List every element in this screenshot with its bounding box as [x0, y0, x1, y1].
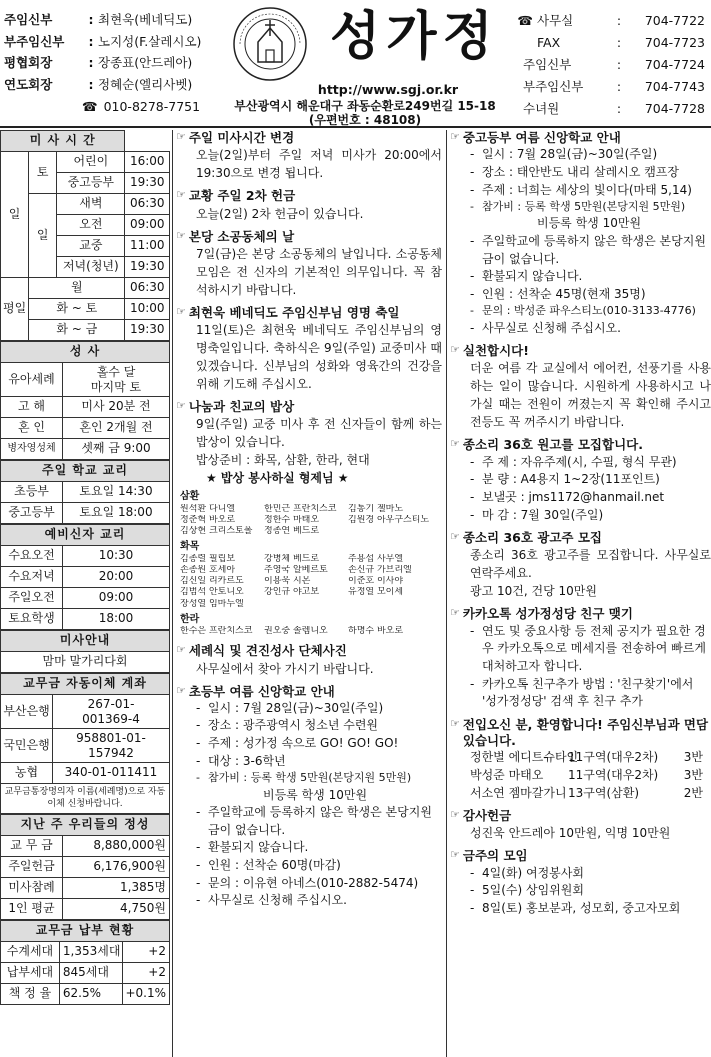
masthead-title: 성가정: [330, 6, 499, 67]
pointing-hand-icon: ☞: [176, 188, 186, 202]
volunteer-names: 한수은 프란치스코 권오중 솔렘니오 하명수 바오로: [180, 626, 404, 637]
contact-row: 주임신부 : 704-7724: [523, 56, 705, 72]
church-address: 부산광역시 해운대구 좌동순환로249번길 15-18 (우편번호 : 48108): [234, 99, 496, 127]
notice-kakaotalk: ☞ 카카오톡 성가정성당 친구 맺기 - 연도 및 중요사항 등 전체 공지가 필요한 경우 카카오톡으로 메세지를 전송하여 빠르게 대처하고자 합니다. - 카카오톡 친구추가 방법 : '친구찾기'에서 '성가정성당' 검색 후 친구 추가: [450, 606, 706, 709]
notice-mass-time-change: ☞ 주일 미사시간 변경 오늘(2일)부터 주일 저녁 미사가 20:00에서 19:30으로 변경 됩니다.: [176, 130, 442, 181]
sunday-school-table: 주일 학교 교리 초등부 토요일 14:30 중고등부 토요일 18:00: [0, 460, 170, 524]
church-seal-logo: [232, 6, 308, 82]
notice-manuscript: ☞ 종소리 36호 원고를 모집합니다. - 주 제 : 자유주제(시, 수필, 형식 무관) - 분 량 : A4용지 1~2장(11포인트) - 보낼곳 : jms1172@hanmail.net - 마 감 : 7월 30일(주일): [450, 437, 677, 522]
autopay-table: 교무금 자동이체 계좌 부산은행 267-01- 001369-4 국민은행 958801-01- 157942 농협 340-01-011411 교무금통장명의자 이름(세례명)으로 자동이체 신청바랍니다.: [0, 673, 170, 814]
staff-row: 평협회장 : 장종표(안드레아): [4, 55, 193, 71]
notice-group-photo: ☞ 세례식 및 견진성사 단체사진 사무실에서 찾아 가시기 바랍니다.: [176, 643, 374, 676]
staff-row: 연도회장 : 정혜순(엘리사벳): [4, 76, 193, 92]
pointing-hand-icon: ☞: [450, 716, 460, 730]
pointing-hand-icon: ☞: [176, 304, 186, 318]
middle-news-column: [172, 130, 442, 1057]
notice-community-day: ☞ 본당 소공동체의 날 7일(금)은 본당 소공동체의 날입니다. 소공동체 모임은 전 신자의 기본적인 의무입니다. 꼭 참석하시기 바랍니다.: [176, 228, 442, 297]
right-news-column: [446, 130, 711, 1057]
notice-feast-day: ☞ 최현욱 베네딕도 주임신부님 영명 축일 11일(토)은 최현욱 베네딕도 주임신부님의 영명축일입니다. 축하식은 9일(주일) 교중미사 때 있겠습니다. 신부님의 성화와 영육간의 건강을 위해 기도해 주십시오.: [176, 304, 442, 391]
contact-row: 부주임신부 : 704-7743: [523, 78, 705, 94]
telephone-icon: ☎: [517, 12, 533, 28]
notice-newcomers: ☞ 전입오신 분, 환영합니다! 주임신부님과 면담 있습니다. 정한별 에디트슈타인 11구역(대우2차) 3반 박성준 마태오 11구역(대우2차) 3반 서소연 젬마갈가니 13구역(삼환) 2반: [450, 717, 711, 802]
mass-schedule-table: 미 사 시 간 일 토 어린이 16:00 중고등부 19:30 일 새벽 06:30 오전 09:00 교중 11:00 저녁(청년) 19:30 평일 월 06:30 화 ~ 토 10:00 화 ~ 금 19:30: [0, 130, 170, 341]
catechumen-table: 예비신자 교리 수요오전 10:30 수요저녁 20:00 주일오전 09:00 토요학생 18:00: [0, 524, 170, 630]
notice-papal-collection: ☞ 교황 주일 2차 헌금 오늘(2일) 2차 헌금이 있습니다.: [176, 188, 364, 221]
pointing-hand-icon: ☞: [450, 437, 460, 451]
pointing-hand-icon: ☞: [450, 808, 460, 822]
contact-row: ☎ 사무실 : 704-7722: [517, 12, 705, 28]
pointing-hand-icon: ☞: [176, 130, 186, 143]
pointing-hand-icon: ☞: [176, 399, 186, 412]
pointing-hand-icon: ☞: [176, 228, 186, 242]
staff-row: 부주임신부 : 노지성(F.살레시오): [4, 33, 202, 49]
volunteer-names: 김종렬 필립보 강병체 베드로 주용섭 사무엘 손종원 호세아 주영국 알베르토 손신규 가브리엘 김신일 리카르도 이용욱 시몬 이준호 이사야 김범석 안토니오 강인규 야고보 유정열 모이세 장성열 임마누엘: [180, 553, 412, 609]
pointing-hand-icon: ☞: [450, 530, 460, 544]
notice-sharing-meal: ☞ 나눔과 친교의 밥상 9일(주일) 교중 미사 후 전 신자들이 함께 하는 밥상이 있습니다. 밥상준비 : 화목, 삼환, 한라, 현대 ★ 밥상 봉사하실 형제님 ★ 삼환 원석환 다니엘 한민근 프란치스코 김통기 젤마노 정준혁 바오로 정한수 마태오 김원경 아우구스티노 김상현 크리스토폴 정종연 베드로 화목 김종렬 필립보 강병체 베드로 주용섭 사무엘 손종원 호세아 주영국 알베르토 손신규 가브리엘 김신일 리카르도 이용욱 시몬 이준호 이사야 김범석 안토니오 강인규 야고보 유정열 모이세 장성열 임마누엘 한라 한수은 프란치스코 권오중 솔렘니오 하명수 바오로: [176, 399, 442, 637]
notice-advertisers: ☞ 종소리 36호 광고주 모집 종소리 36호 광고주를 모집합니다. 사무실로 연락주세요. 광고 10건, 건당 10만원: [450, 530, 711, 599]
staff-phone: ☎ 010-8278-7751: [82, 98, 201, 114]
dues-table: 교무금 납부 현황 수계세대 1,353세대 +2 납부세대 845세대 +2 책 정 율 62.5% +0.1%: [0, 920, 170, 1005]
offering-table: 지난 주 우리들의 정성 교 무 금 8,880,000원 주일헌금 6,176,900원 미사참례 1,385명 1인 평균 4,750원: [0, 814, 170, 920]
pointing-hand-icon: ☞: [176, 683, 186, 697]
notice-elementary-camp: ☞ 초등부 여름 신앙학교 안내 - 일시 : 7월 28일(금)~30일(주일) - 장소 : 광주광역시 청소년 수련원 - 주제 : 성가정 속으로 GO! GO! GO! - 대상 : 3-6학년 - 참가비 : 등록 학생 5만원(본당지원 5만원) 비등록 학생 10만원 - 주일학교에 등록하지 않은 학생은 본당지원금이 없습니다. - 환불되지 않습니다. - 인원 : 선착순 60명(마감) - 문의 : 이유현 아네스(010-2882-5474) - 사무실로 신청해 주십시오.: [176, 683, 432, 908]
pointing-hand-icon: ☞: [450, 606, 460, 620]
pointing-hand-icon: ☞: [450, 343, 460, 357]
staff-row: 주임신부 : 최현욱(베네딕도): [4, 12, 193, 28]
bulletin-header: [0, 0, 711, 128]
notice-weekly-meetings: ☞ 금주의 모임 - 4일(화) 여정봉사회 - 5일(수) 상임위원회 - 8일(토) 홍보분과, 성모회, 중고자모회: [450, 848, 681, 915]
left-info-column: [0, 130, 170, 1057]
notice-youth-camp: ☞ 중고등부 여름 신앙학교 안내 - 일시 : 7월 28일(금)~30일(주일) - 장소 : 태안반도 내리 살레시오 캠프장 - 주제 : 너희는 세상의 빛이다(마태 5,14) - 참가비 : 등록 학생 5만원(본당지원 5만원) 비등록 학생 10만원 - 주일학교에 등록하지 않은 학생은 본당지원금이 없습니다. - 환불되지 않습니다. - 인원 : 선착순 45명(현재 35명) - 문의 : 박성준 파우스티노(010-3133-4776) - 사무실로 신청해 주십시오.: [450, 130, 706, 335]
pointing-hand-icon: ☞: [450, 130, 460, 143]
newcomer-list: 정한별 에디트슈타인 11구역(대우2차) 3반 박성준 마태오 11구역(대우2차) 3반 서소연 젬마갈가니 13구역(삼환) 2반: [470, 750, 703, 800]
notice-thanks-offering: ☞ 감사헌금 성진욱 안드레아 10만원, 익명 10만원: [450, 808, 671, 841]
pointing-hand-icon: ☞: [176, 643, 186, 657]
contact-row: FAX : 704-7723: [537, 34, 705, 50]
volunteer-names: 원석환 다니엘 한민근 프란치스코 김통기 젤마노 정준혁 바오로 정한수 마태오 김원경 아우구스티노 김상현 크리스토폴 정종연 베드로: [180, 503, 430, 536]
pointing-hand-icon: ☞: [450, 848, 460, 862]
sacraments-table: 성 사 유아세례 홀수 달 마지막 토 고 해 미사 20분 전 혼 인 혼인 2개월 전 병자영성체 셋째 금 9:00: [0, 341, 170, 460]
contact-row: 수녀원 : 704-7728: [523, 100, 705, 116]
contact-numbers: [510, 10, 705, 120]
website-link[interactable]: http://www.sgj.or.kr: [317, 82, 459, 97]
telephone-icon: ☎: [82, 98, 98, 114]
notice-practice: ☞ 실천합시다! 더운 여름 각 교실에서 에어컨, 선풍기를 사용하는 일이 많습니다. 시원하게 사용하시고 나가실 때는 전원이 꺼졌는지 꼭 확인해 주시고 전등도 꼭 꺼주시기 바랍니다.: [450, 343, 711, 430]
staff-list: [4, 10, 234, 118]
mass-guide-table: 미사안내 맘마 말가리다회: [0, 630, 170, 673]
